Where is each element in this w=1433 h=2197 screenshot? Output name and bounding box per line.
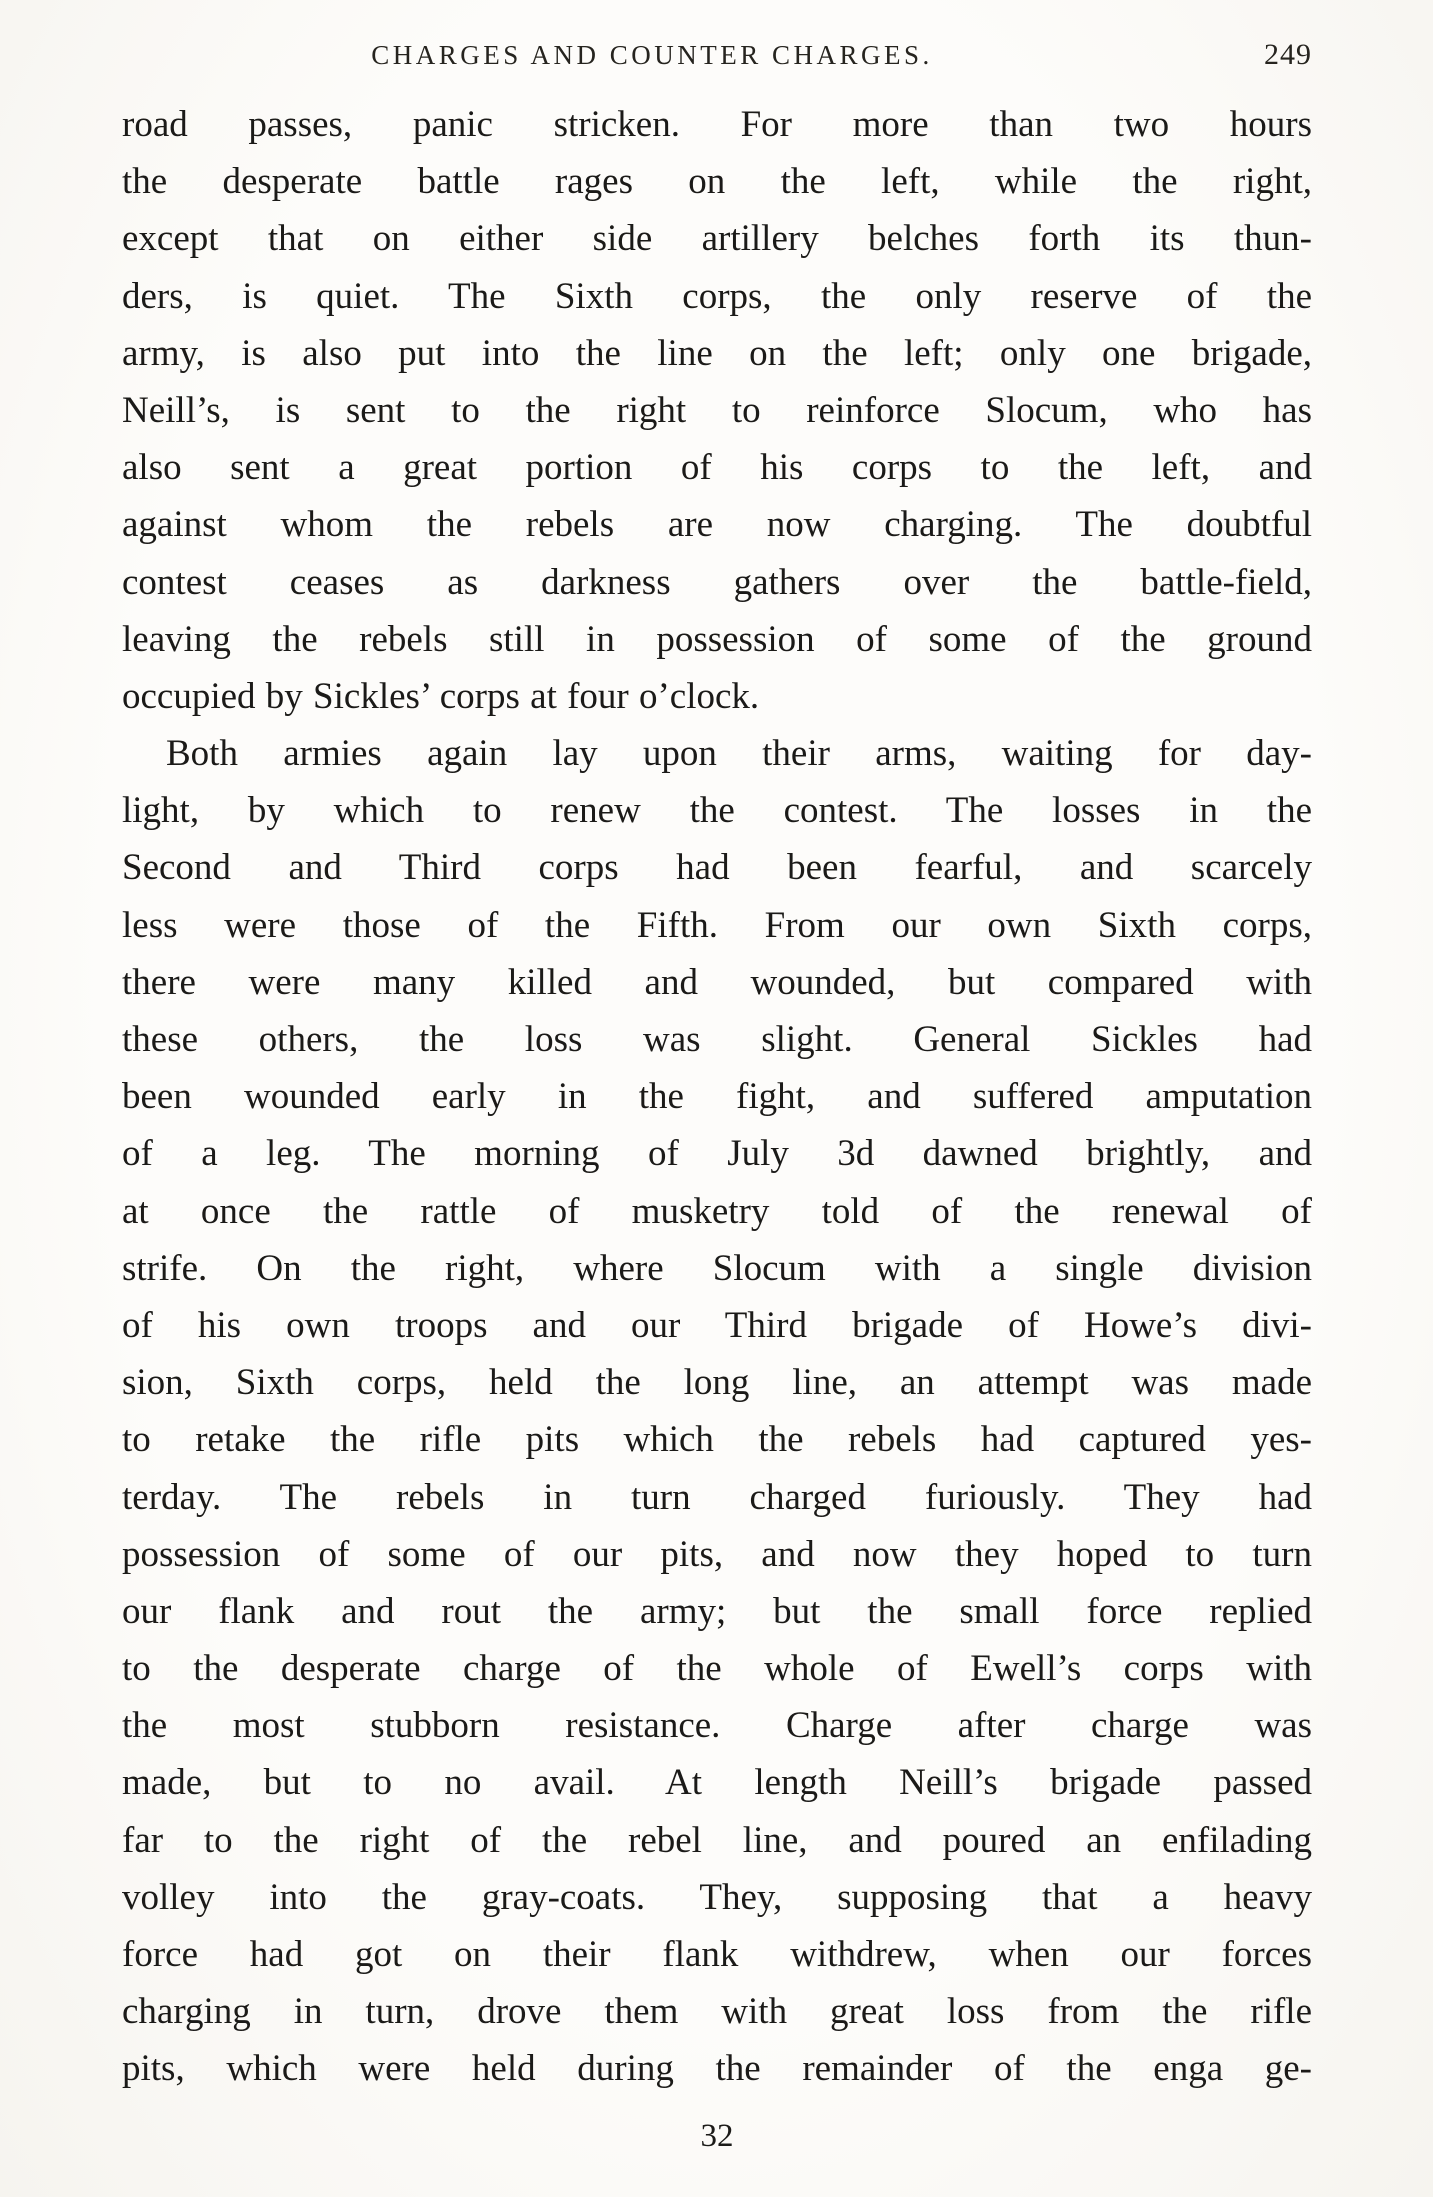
text-line: except that on either side artillery belches forth its thun- — [122, 218, 1312, 260]
text-line: strife. On the right, where Slocum with a single division — [122, 1247, 1312, 1289]
text-line: Neill’s, is sent to the right to reinforce Slocum, who has — [122, 389, 1312, 431]
text-line: occupied by Sickles’ corps at four o’clock. — [122, 675, 760, 717]
signature-mark: 32 — [700, 2118, 734, 2154]
running-head — [122, 40, 1312, 80]
text-line: at once the rattle of musketry told of the renewal of — [122, 1190, 1312, 1232]
text-line: army, is also put into the line on the left; only one brigade, — [122, 332, 1312, 374]
text-line: to the desperate charge of the whole of Ewell’s corps with — [122, 1648, 1312, 1690]
text-line: sion, Sixth corps, held the long line, an attempt was made — [122, 1362, 1312, 1404]
running-head-title: CHARGES AND COUNTER CHARGES. — [371, 40, 933, 70]
text-line: our flank and rout the army; but the small force replied — [122, 1590, 1312, 1632]
text-line: also sent a great portion of his corps to the left, and — [122, 447, 1312, 489]
text-line: Second and Third corps had been fearful, and scarcely — [122, 847, 1312, 889]
text-line: of a leg. The morning of July 3d dawned brightly, and — [122, 1133, 1312, 1175]
text-line: far to the right of the rebel line, and poured an enfilading — [122, 1819, 1312, 1861]
body-text — [122, 96, 1312, 2098]
text-line: Both armies again lay upon their arms, waiting for day- — [166, 733, 1312, 775]
text-line: pits, which were held during the remainder of the enga ge- — [122, 2048, 1312, 2090]
text-line: force had got on their flank withdrew, when our forces — [122, 1934, 1312, 1975]
text-line: against whom the rebels are now charging. The doubtful — [122, 504, 1312, 546]
text-line: light, by which to renew the contest. The losses in the — [122, 790, 1312, 832]
text-line: contest ceases as darkness gathers over the battle-field, — [122, 561, 1312, 603]
text-line: leaving the rebels still in possession of some of the ground — [122, 618, 1312, 660]
text-line: charging in turn, drove them with great loss from the rifle — [122, 1991, 1312, 2033]
text-line: less were those of the Fifth. From our own Sixth corps, — [122, 904, 1312, 946]
paragraph — [122, 725, 1312, 2098]
text-line: these others, the loss was slight. General Sickles had — [122, 1019, 1312, 1060]
text-line: ders, is quiet. The Sixth corps, the only reserve of the — [122, 275, 1312, 317]
text-line: road passes, panic stricken. For more than two hours — [122, 104, 1312, 145]
text-line: the desperate battle rages on the left, while the right, — [122, 161, 1312, 203]
text-line: there were many killed and wounded, but compared with — [122, 961, 1312, 1003]
text-line: volley into the gray-coats. They, supposing that a heavy — [122, 1876, 1312, 1918]
text-line: the most stubborn resistance. Charge after charge was — [122, 1705, 1312, 1747]
text-line: made, but to no avail. At length Neill’s brigade passed — [122, 1762, 1312, 1804]
text-line: possession of some of our pits, and now they hoped to turn — [122, 1533, 1312, 1575]
text-line: of his own troops and our Third brigade of Howe’s divi- — [122, 1304, 1312, 1346]
text-line: to retake the rifle pits which the rebels had captured yes- — [122, 1419, 1312, 1461]
paragraph — [122, 96, 1312, 725]
text-line: been wounded early in the fight, and suffered amputation — [122, 1076, 1312, 1118]
page-number: 249 — [1264, 38, 1312, 71]
text-line: terday. The rebels in turn charged furiously. They had — [122, 1476, 1312, 1518]
